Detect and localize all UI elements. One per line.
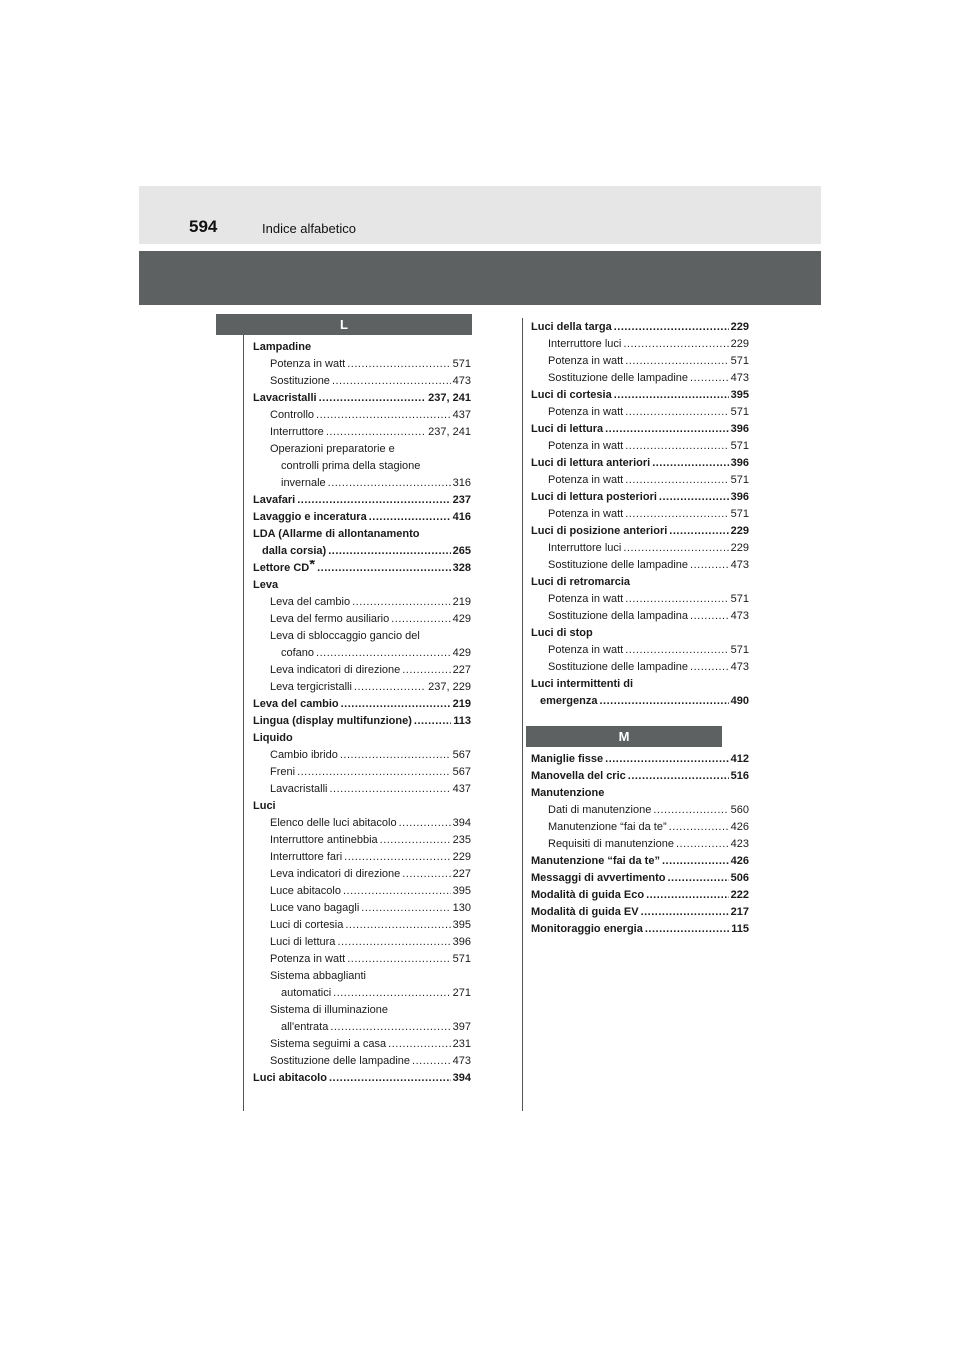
entry-text: Controllo [270, 409, 315, 421]
index-entry [253, 1070, 471, 1087]
index-entry [253, 628, 471, 645]
index-entry [253, 815, 471, 832]
page-number: 594 [189, 217, 218, 236]
entry-page: 571 [730, 593, 749, 605]
entry-text: Sostituzione delle lampadine [548, 661, 689, 673]
entry-text: Potenza in watt [270, 953, 346, 965]
dot-leader [652, 455, 728, 472]
dot-leader [668, 870, 729, 887]
dot-leader [316, 645, 451, 662]
dot-leader [345, 917, 450, 934]
entry-page: 396 [452, 936, 471, 948]
entry-text: Lettore CD* [253, 560, 315, 577]
index-entry [531, 557, 749, 574]
entry-page: 412 [730, 753, 749, 765]
index-entry [253, 798, 471, 815]
index-column-1 [253, 339, 471, 1087]
dot-leader [369, 509, 451, 526]
entry-page: 229 [730, 338, 749, 350]
entry-text: Luci intermittenti di [531, 678, 634, 690]
index-entry [531, 887, 749, 904]
dot-leader [653, 802, 728, 819]
dot-leader [354, 679, 426, 696]
index-entry [531, 506, 749, 523]
entry-text: Maniglie fisse [531, 753, 604, 765]
entry-text: Luci di posizione anteriori [531, 525, 668, 537]
entry-text: Luce vano bagagli [270, 902, 360, 914]
entry-text: Luci abitacolo [253, 1072, 327, 1084]
index-entry [253, 985, 471, 1002]
dot-leader [317, 560, 451, 577]
entry-page: 316 [452, 477, 471, 489]
index-entry [253, 1019, 471, 1036]
entry-text: Luci di lettura [531, 423, 604, 435]
index-entry [253, 934, 471, 951]
index-entry [531, 768, 749, 785]
dot-leader [329, 1070, 451, 1087]
entry-text: all'entrata [281, 1021, 329, 1033]
section-title: Indice alfabetico [262, 221, 356, 236]
entry-text: Potenza in watt [548, 440, 624, 452]
entry-page: 473 [730, 559, 749, 571]
entry-page: 437 [452, 409, 471, 421]
entry-page: 426 [730, 855, 749, 867]
index-entry [531, 336, 749, 353]
dot-leader [402, 662, 450, 679]
dot-leader [623, 540, 728, 557]
entry-page: 571 [730, 440, 749, 452]
index-entry [253, 441, 471, 458]
dot-leader [625, 506, 728, 523]
entry-text: Interruttore fari [270, 851, 343, 863]
index-entry [253, 781, 471, 798]
entry-text: Potenza in watt [548, 406, 624, 418]
entry-text: Liquido [253, 732, 293, 744]
entry-text: Potenza in watt [548, 474, 624, 486]
index-entry [253, 730, 471, 747]
dot-leader [614, 319, 729, 336]
entry-page: 237, 241 [428, 392, 471, 404]
entry-text: Luci di lettura posteriori [531, 491, 657, 503]
entry-text: Sostituzione delle lampadine [548, 372, 689, 384]
entry-page: 237, 229 [428, 681, 471, 693]
entry-page: 115 [731, 923, 749, 935]
entry-page: 429 [452, 613, 471, 625]
entry-text: Leva [253, 579, 279, 591]
entry-text: Potenza in watt [548, 593, 624, 605]
entry-page: 571 [730, 406, 749, 418]
index-entry [253, 662, 471, 679]
entry-text: Monitoraggio energia [531, 923, 643, 935]
entry-text: Sistema seguimi a casa [270, 1038, 387, 1050]
entry-text: Manutenzione “fai da te” [531, 855, 660, 867]
entry-text: Luci [253, 800, 276, 812]
entry-text: Manutenzione [531, 787, 605, 799]
entry-text: Modalità di guida Eco [531, 889, 645, 901]
dot-leader [329, 781, 450, 798]
dot-leader [690, 370, 729, 387]
dot-leader [341, 696, 451, 713]
entry-page: 571 [730, 474, 749, 486]
dark-band [139, 251, 821, 305]
entry-page: 395 [452, 885, 471, 897]
dot-leader [319, 390, 427, 407]
entry-page: 227 [452, 868, 471, 880]
entry-text: Potenza in watt [270, 358, 346, 370]
dot-leader [391, 611, 450, 628]
dot-leader [402, 866, 450, 883]
entry-text: Sistema di illuminazione [270, 1004, 388, 1016]
dot-leader [669, 523, 728, 540]
index-entry [253, 1053, 471, 1070]
index-entry [253, 696, 471, 713]
index-entry [531, 404, 749, 421]
entry-text: Lavafari [253, 494, 296, 506]
index-entry [531, 921, 749, 938]
entry-text: automatici [281, 987, 332, 999]
entry-text: Luci di stop [531, 627, 593, 639]
index-entry [531, 387, 749, 404]
entry-text: Manovella del cric [531, 770, 626, 782]
index-entry [531, 751, 749, 768]
column-divider-left [243, 335, 244, 1111]
index-entry [253, 679, 471, 696]
index-entry [253, 900, 471, 917]
index-entry [531, 819, 749, 836]
entry-text: Cambio ibrido [270, 749, 338, 761]
dot-leader [297, 764, 451, 781]
index-entry [531, 676, 749, 693]
entry-page: 423 [730, 838, 749, 850]
entry-page: 271 [452, 987, 471, 999]
entry-page: 237 [452, 494, 471, 506]
entry-text: Luci di cortesia [270, 919, 344, 931]
entry-page: 231 [452, 1038, 471, 1050]
index-entry [253, 509, 471, 526]
index-entry [531, 836, 749, 853]
entry-page: 396 [730, 457, 749, 469]
dot-leader [361, 900, 450, 917]
entry-text: Luci di lettura anteriori [531, 457, 651, 469]
entry-page: 265 [452, 545, 471, 557]
entry-text: Requisiti di manutenzione [548, 838, 674, 850]
index-entry [531, 802, 749, 819]
entry-text: Lavacristalli [270, 783, 328, 795]
dot-leader [690, 659, 729, 676]
index-entry [253, 543, 471, 560]
index-entry [531, 659, 749, 676]
entry-text: Leva del cambio [253, 698, 339, 710]
dot-leader [662, 853, 729, 870]
index-entry [531, 870, 749, 887]
entry-page: 567 [452, 766, 471, 778]
entry-text: cofano [281, 647, 315, 659]
entry-page: 567 [452, 749, 471, 761]
index-entry [253, 526, 471, 543]
header-band [139, 186, 821, 244]
entry-text: Leva indicatori di direzione [270, 664, 401, 676]
dot-leader [352, 594, 451, 611]
entry-page: 237, 241 [428, 426, 471, 438]
index-entry [531, 455, 749, 472]
entry-page: 227 [452, 664, 471, 676]
entry-text: Freni [270, 766, 296, 778]
entry-page: 490 [730, 695, 749, 707]
dot-leader [646, 887, 729, 904]
entry-text: controlli prima della stagione [281, 460, 421, 472]
entry-page: 219 [452, 596, 471, 608]
entry-text: Interruttore [270, 426, 324, 438]
entry-page: 113 [453, 715, 471, 727]
entry-text: Potenza in watt [548, 644, 624, 656]
index-entry [253, 339, 471, 356]
entry-page: 219 [452, 698, 471, 710]
dot-leader [605, 751, 729, 768]
entry-page: 229 [730, 525, 749, 537]
asterisk-mark: * [309, 560, 316, 573]
entry-text: dalla corsia) [262, 545, 327, 557]
dot-leader [412, 1053, 451, 1070]
entry-text: Luci di lettura [270, 936, 336, 948]
entry-text: emergenza [540, 695, 598, 707]
dot-leader [347, 951, 450, 968]
index-entry [531, 353, 749, 370]
dot-leader [625, 472, 728, 489]
entry-page: 416 [452, 511, 471, 523]
entry-page: 395 [452, 919, 471, 931]
index-entry [253, 577, 471, 594]
index-entry [531, 785, 749, 802]
index-entry [253, 424, 471, 441]
index-entry [531, 591, 749, 608]
entry-text: Modalità di guida EV [531, 906, 639, 918]
entry-page: 571 [452, 953, 471, 965]
entry-page: 396 [730, 491, 749, 503]
entry-page: 229 [730, 542, 749, 554]
index-entry [253, 866, 471, 883]
dot-leader [297, 492, 450, 509]
entry-page: 560 [730, 804, 749, 816]
index-entry [253, 492, 471, 509]
entry-page: 222 [730, 889, 749, 901]
entry-text: Interruttore luci [548, 542, 622, 554]
dot-leader [388, 1036, 450, 1053]
dot-leader [625, 404, 728, 421]
entry-page: 429 [452, 647, 471, 659]
dot-leader [347, 356, 450, 373]
index-entry [253, 832, 471, 849]
index-entry [253, 883, 471, 900]
dot-leader [690, 557, 729, 574]
index-entry [253, 458, 471, 475]
entry-text: Potenza in watt [548, 355, 624, 367]
entry-page: 506 [730, 872, 749, 884]
entry-page: 473 [452, 1055, 471, 1067]
dot-leader [328, 475, 451, 492]
section-letter-l: L [216, 314, 472, 335]
index-entry [253, 1036, 471, 1053]
entry-page: 571 [730, 355, 749, 367]
dot-leader [605, 421, 729, 438]
entry-page: 571 [730, 508, 749, 520]
dot-leader [645, 921, 729, 938]
entry-text: Messaggi di avvertimento [531, 872, 666, 884]
entry-text: Lampadine [253, 341, 312, 353]
dot-leader [625, 642, 728, 659]
entry-text: Luce abitacolo [270, 885, 341, 897]
dot-leader [625, 353, 728, 370]
entry-text: Elenco delle luci abitacolo [270, 817, 397, 829]
index-entry [531, 642, 749, 659]
entry-text: Luci di cortesia [531, 389, 612, 401]
entry-page: 397 [452, 1021, 471, 1033]
entry-page: 328 [452, 562, 471, 574]
index-entry [253, 611, 471, 628]
index-entry [253, 917, 471, 934]
dot-leader [340, 747, 451, 764]
dot-leader [328, 543, 450, 560]
entry-page: 229 [730, 321, 749, 333]
index-entry [253, 764, 471, 781]
index-entry [253, 475, 471, 492]
entry-text: Sostituzione della lampadina [548, 610, 689, 622]
dot-leader [316, 407, 451, 424]
index-entry [531, 625, 749, 642]
dot-leader [625, 438, 728, 455]
index-entry [253, 747, 471, 764]
index-entry [253, 407, 471, 424]
index-entry [253, 645, 471, 662]
entry-text: invernale [281, 477, 326, 489]
entry-text: Leva del fermo ausiliario [270, 613, 390, 625]
dot-leader [343, 883, 451, 900]
index-entry [253, 373, 471, 390]
dot-leader [326, 424, 426, 441]
dot-leader [399, 815, 451, 832]
column-divider-middle [522, 318, 523, 1111]
entry-text: Dati di manutenzione [548, 804, 652, 816]
index-entry [531, 319, 749, 336]
dot-leader [623, 336, 728, 353]
entry-text: Manutenzione “fai da te” [548, 821, 667, 833]
index-column-2-l [531, 319, 749, 710]
entry-page: 571 [730, 644, 749, 656]
entry-text: Lavaggio e inceratura [253, 511, 367, 523]
entry-page: 130 [452, 902, 471, 914]
entry-page: 571 [452, 358, 471, 370]
dot-leader [641, 904, 729, 921]
entry-text: Interruttore luci [548, 338, 622, 350]
index-entry [531, 540, 749, 557]
index-entry [253, 849, 471, 866]
section-letter-m: M [526, 726, 722, 747]
entry-page: 473 [730, 372, 749, 384]
index-entry [253, 356, 471, 373]
dot-leader [337, 934, 450, 951]
index-entry [531, 438, 749, 455]
entry-page: 473 [730, 610, 749, 622]
entry-page: 229 [452, 851, 471, 863]
index-entry [531, 608, 749, 625]
entry-text: Leva di sbloccaggio gancio del [270, 630, 420, 642]
entry-text: Sistema abbaglianti [270, 970, 367, 982]
entry-text: Leva indicatori di direzione [270, 868, 401, 880]
entry-page: 473 [730, 661, 749, 673]
index-entry [253, 390, 471, 407]
entry-text: Luci della targa [531, 321, 612, 333]
index-entry [253, 560, 471, 577]
entry-page: 394 [452, 817, 471, 829]
dot-leader [599, 693, 728, 710]
entry-page: 396 [730, 423, 749, 435]
dot-leader [676, 836, 729, 853]
index-column-2-m [531, 751, 749, 938]
entry-text: Operazioni preparatorie e [270, 443, 395, 455]
index-entry [531, 489, 749, 506]
entry-page: 437 [452, 783, 471, 795]
dot-leader [333, 985, 451, 1002]
index-entry [253, 1002, 471, 1019]
entry-text: Leva del cambio [270, 596, 351, 608]
index-entry [253, 713, 471, 730]
entry-page: 473 [452, 375, 471, 387]
entry-text: Luci di retromarcia [531, 576, 631, 588]
entry-page: 394 [452, 1072, 471, 1084]
entry-text: Sostituzione delle lampadine [270, 1055, 411, 1067]
index-entry [531, 693, 749, 710]
dot-leader [628, 768, 729, 785]
index-entry [531, 472, 749, 489]
dot-leader [659, 489, 729, 506]
index-entry [531, 574, 749, 591]
dot-leader [669, 819, 729, 836]
entry-text: Leva tergicristalli [270, 681, 352, 693]
entry-text: LDA (Allarme di allontanamento [253, 528, 420, 540]
entry-page: 235 [452, 834, 471, 846]
dot-leader [690, 608, 729, 625]
dot-leader [614, 387, 729, 404]
index-entry [253, 951, 471, 968]
dot-leader [332, 373, 451, 390]
index-entry [253, 594, 471, 611]
entry-text: Potenza in watt [548, 508, 624, 520]
dot-leader [414, 713, 451, 730]
dot-leader [330, 1019, 450, 1036]
index-entry [531, 904, 749, 921]
entry-page: 516 [730, 770, 749, 782]
index-entry [531, 523, 749, 540]
entry-text: Lingua (display multifunzione) [253, 715, 412, 727]
dot-leader [380, 832, 451, 849]
entry-text: Sostituzione [270, 375, 330, 387]
entry-text: Sostituzione delle lampadine [548, 559, 689, 571]
index-entry [531, 370, 749, 387]
dot-leader [625, 591, 728, 608]
entry-page: 395 [730, 389, 749, 401]
index-entry [531, 853, 749, 870]
entry-text: Lavacristalli [253, 392, 317, 404]
index-entry [531, 421, 749, 438]
dot-leader [344, 849, 451, 866]
entry-page: 426 [730, 821, 749, 833]
index-entry [253, 968, 471, 985]
entry-text: Interruttore antinebbia [270, 834, 378, 846]
entry-page: 217 [730, 906, 749, 918]
